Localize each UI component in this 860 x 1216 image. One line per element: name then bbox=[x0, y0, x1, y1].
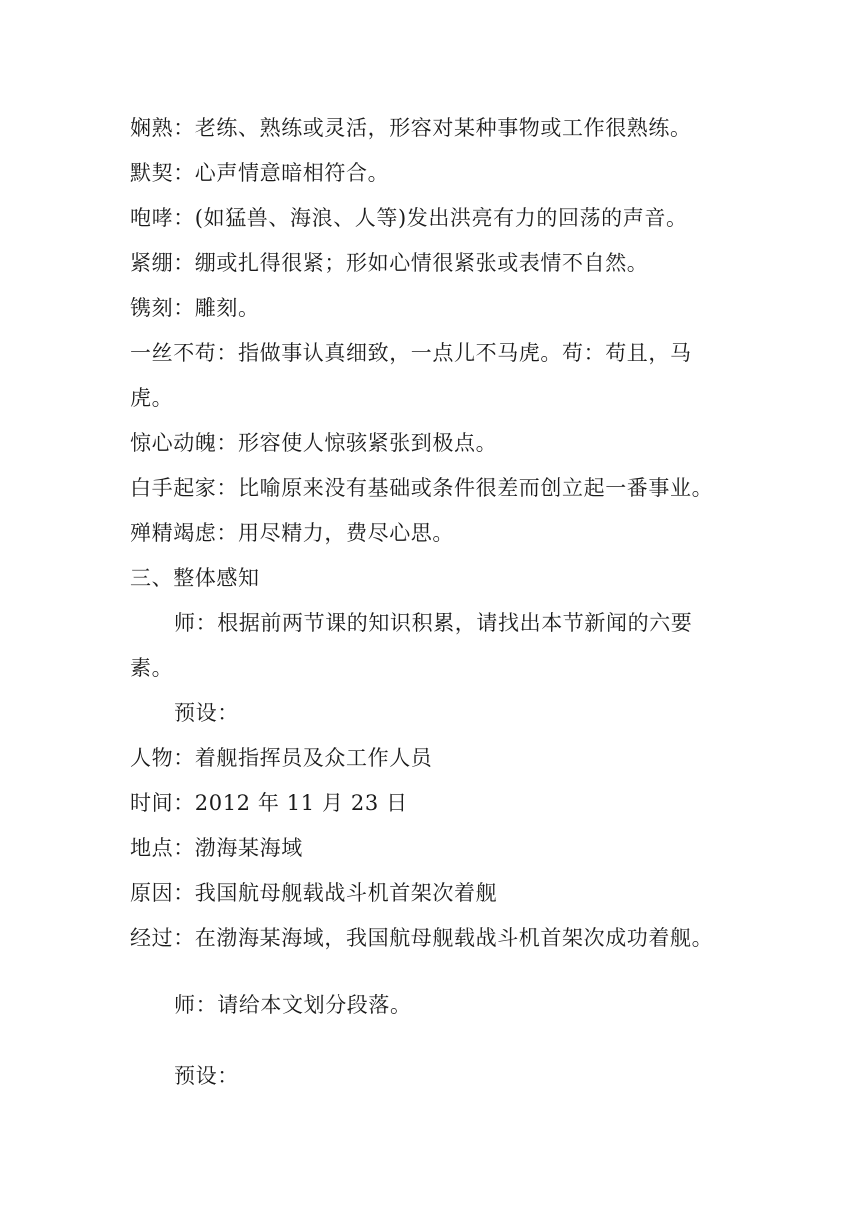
vocab-line: 镌刻：雕刻。 bbox=[130, 296, 260, 320]
vocab-line: 一丝不苟：指做事认真细致，一点儿不马虎。苟：苟且，马 bbox=[130, 341, 692, 365]
vocab-line: 白手起家：比喻原来没有基础或条件很差而创立起一番事业。 bbox=[130, 476, 714, 500]
document-body bbox=[130, 106, 750, 1099]
vocab-line: 咆哮：(如猛兽、海浪、人等)发出洪亮有力的回荡的声音。 bbox=[130, 206, 688, 230]
vocab-line: 娴熟：老练、熟练或灵活，形容对某种事物或工作很熟练。 bbox=[130, 116, 692, 140]
paragraph-gap bbox=[130, 961, 750, 983]
news-element-cause: 原因：我国航母舰载战斗机首架次着舰 bbox=[130, 881, 498, 905]
vocab-line: 紧绷：绷或扎得很紧；形如心情很紧张或表情不自然。 bbox=[130, 251, 649, 275]
vocab-line: 惊心动魄：形容使人惊骇紧张到极点。 bbox=[130, 431, 498, 455]
news-element-process: 经过：在渤海某海域，我国航母舰载战斗机首架次成功着舰。 bbox=[130, 926, 714, 950]
news-element-time: 时间：2012 年 11 月 23 日 bbox=[130, 791, 408, 815]
paragraph-gap bbox=[130, 1028, 750, 1054]
section-heading: 三、整体感知 bbox=[130, 566, 260, 590]
vocab-line: 虎。 bbox=[130, 386, 174, 410]
preset-label: 预设： bbox=[174, 701, 239, 725]
news-element-people: 人物：着舰指挥员及众工作人员 bbox=[130, 746, 433, 770]
teacher-question: 师：根据前两节课的知识积累，请找出本节新闻的六要 bbox=[174, 611, 693, 635]
news-element-place: 地点：渤海某海域 bbox=[130, 836, 303, 860]
teacher-question: 师：请给本文划分段落。 bbox=[174, 993, 412, 1017]
vocab-line: 默契：心声情意暗相符合。 bbox=[130, 161, 390, 185]
preset-label: 预设： bbox=[174, 1064, 239, 1088]
vocab-line: 殚精竭虑：用尽精力，费尽心思。 bbox=[130, 521, 454, 545]
teacher-question-continued: 素。 bbox=[130, 656, 174, 680]
